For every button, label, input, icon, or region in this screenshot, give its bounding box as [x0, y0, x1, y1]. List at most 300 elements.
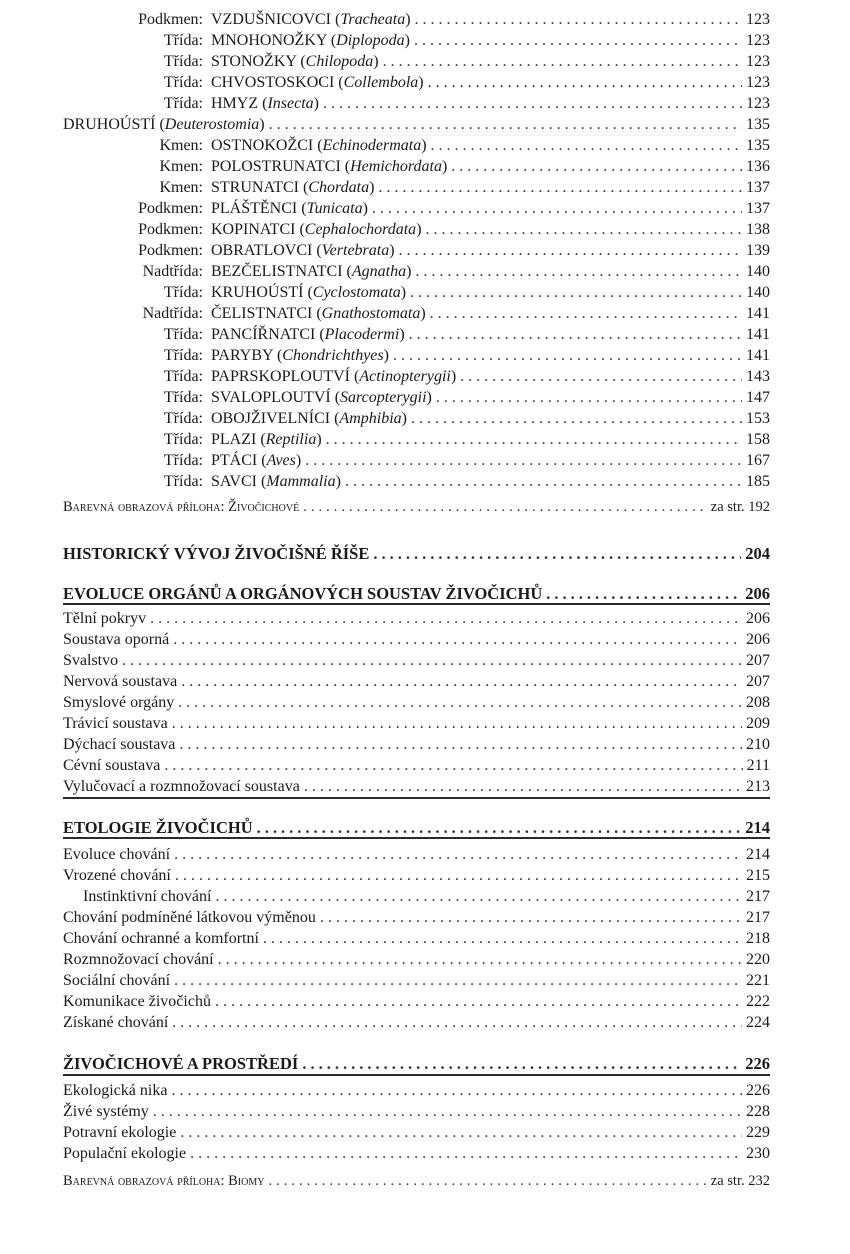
toc-entry-name: OBOJŽIVELNÍCI — [211, 410, 331, 427]
toc-entry-title — [63, 818, 253, 838]
toc-entry-latin: Gnathostomata — [321, 305, 421, 322]
toc-heading — [0, 818, 770, 838]
toc-entry — [0, 73, 770, 93]
dot-leader — [409, 325, 742, 345]
toc-entry — [0, 672, 770, 692]
toc-entry — [0, 714, 770, 734]
toc-entry-name: ŽIVOČICHOVÉ A PROSTŘEDÍ — [63, 1054, 299, 1073]
toc-page-number: 123 — [746, 74, 770, 91]
toc-entry-name: Dýchací soustava — [63, 736, 176, 753]
dot-leader — [414, 31, 742, 51]
toc-entry-name: HMYZ — [211, 95, 259, 112]
toc-entry-name: KRUHOÚSTÍ — [211, 284, 304, 301]
toc-entry-title: SAVCI (Mammalia) — [211, 473, 341, 490]
dot-leader — [181, 672, 742, 692]
dot-leader — [415, 262, 742, 282]
toc-entry-name: Tělní pokryv — [63, 610, 147, 627]
toc-plate-entry — [0, 497, 770, 517]
dot-leader — [164, 756, 742, 776]
toc-entry — [0, 472, 770, 492]
toc-entry-name: KOPINATCI — [211, 221, 296, 238]
toc-page-number: 138 — [746, 221, 770, 238]
toc-entry-latin: Insecta — [267, 95, 314, 112]
toc-entry-title: PARYBY (Chondrichthyes) — [211, 347, 389, 364]
toc-entry-name: Chování ochranné a komfortní — [63, 930, 259, 947]
toc-entry-name: ETOLOGIE ŽIVOČICHŮ — [63, 818, 253, 837]
dot-leader — [320, 908, 742, 928]
toc-entry — [0, 1144, 770, 1164]
toc-entry-name: Soustava oporná — [63, 631, 170, 648]
dot-leader — [175, 866, 742, 886]
dot-leader — [410, 283, 742, 303]
toc-page-number: 167 — [746, 452, 770, 469]
dot-leader — [436, 388, 742, 408]
dot-leader — [345, 472, 742, 492]
toc-entry-title — [63, 971, 170, 991]
toc-entry — [0, 10, 770, 30]
toc-entry-title: CHVOSTOSKOCI (Collembola) — [211, 74, 424, 91]
toc-entry-name: Smyslové orgány — [63, 694, 175, 711]
toc-entry-latin: Chondrichthyes — [282, 347, 384, 364]
toc-entry — [0, 409, 770, 429]
toc-page-number: 208 — [746, 694, 770, 711]
toc-entry-title: BEZČELISTNATCI (Agnatha) — [211, 263, 412, 280]
toc-entry-latin: Sarcopterygii — [340, 389, 427, 406]
toc-entry — [0, 651, 770, 671]
toc-page-number: 207 — [746, 652, 770, 669]
toc-entry-title — [63, 735, 175, 755]
dot-leader — [180, 1123, 742, 1143]
dot-leader — [171, 1081, 742, 1101]
toc-entry-name: CHVOSTOSKOCI — [211, 74, 335, 91]
toc-page-number: 141 — [746, 326, 770, 343]
toc-entry-title: VZDUŠNICOVCI (Tracheata) — [211, 11, 411, 28]
toc-entry — [0, 367, 770, 387]
toc-entry — [0, 388, 770, 408]
toc-entry — [0, 31, 770, 51]
toc-entry-title — [63, 544, 369, 564]
dot-leader — [304, 777, 742, 797]
toc-page-number: 123 — [746, 95, 770, 112]
toc-page-number: 123 — [746, 32, 770, 49]
toc-entry-latin: Aves — [266, 452, 296, 469]
toc-heading — [0, 544, 770, 564]
toc-entry-title: OSTNOKOŽCI (Echinodermata) — [211, 137, 427, 154]
toc-entry-name: Rozmnožovací chování — [63, 951, 214, 968]
toc-entry — [0, 693, 770, 713]
toc-entry-title — [63, 630, 169, 650]
toc-entry-title — [63, 1054, 298, 1074]
toc-entry — [0, 1102, 770, 1122]
toc-page-number: 220 — [746, 951, 770, 968]
toc-page-number: 218 — [746, 930, 770, 947]
toc-entry — [0, 1123, 770, 1143]
toc-entry — [0, 756, 770, 776]
dot-leader — [546, 584, 741, 604]
toc-page-number: 213 — [746, 778, 770, 795]
toc-entry-title: OBOJŽIVELNÍCI (Amphibia) — [211, 410, 407, 427]
toc-rank-label: Podkmen: — [138, 11, 203, 28]
toc-entry-latin: Placodermi — [324, 326, 400, 343]
toc-page-number: 147 — [746, 389, 770, 406]
toc-page-number: za str. 192 — [710, 499, 770, 515]
toc-entry — [0, 199, 770, 219]
toc-entry-title — [63, 693, 174, 713]
dot-leader — [411, 409, 742, 429]
toc-entry — [0, 777, 770, 797]
toc-entry-name: PARYBY — [211, 347, 273, 364]
toc-entry-title — [63, 929, 259, 949]
toc-entry-title — [63, 1171, 264, 1191]
toc-entry-title: PANCÍŘNATCI (Placodermi) — [211, 326, 405, 343]
toc-page-number: 137 — [746, 200, 770, 217]
toc-entry-name: Získané chování — [63, 1014, 169, 1031]
toc-entry-name: HISTORICKÝ VÝVOJ ŽIVOČIŠNÉ ŘÍŠE — [63, 544, 370, 563]
toc-entry-name: Evoluce chování — [63, 846, 171, 863]
toc-entry — [0, 1013, 770, 1033]
toc-entry-name: MNOHONOŽKY — [211, 32, 327, 49]
toc-entry-title: KRUHOÚSTÍ (Cyclostomata) — [211, 284, 407, 301]
toc-rank-label: Třída: — [163, 389, 203, 406]
toc-entry — [0, 735, 770, 755]
dot-leader — [257, 818, 742, 838]
toc-entry-name: Instinktivní chování — [83, 888, 212, 905]
toc-entry-name: Svalstvo — [63, 652, 119, 669]
dot-leader — [378, 178, 742, 198]
dot-leader — [303, 497, 707, 517]
toc-entry-name: SVALOPLOUTVÍ — [211, 389, 331, 406]
dot-leader — [153, 1102, 742, 1122]
toc-entry — [0, 430, 770, 450]
dot-leader — [305, 451, 742, 471]
dot-leader — [372, 199, 742, 219]
toc-entry-name: EVOLUCE ORGÁNŮ A ORGÁNOVÝCH SOUSTAV ŽIVOČICHŮ — [63, 584, 543, 603]
toc-entry — [0, 866, 770, 886]
toc-entry-latin: Mammalia — [266, 473, 336, 490]
dot-leader — [269, 115, 742, 135]
toc-rank-label: Kmen: — [159, 137, 203, 154]
dot-leader — [263, 929, 742, 949]
toc-rank-label: Třída: — [163, 32, 203, 49]
toc-rank-label: Třída: — [163, 452, 203, 469]
toc-page-number: 158 — [746, 431, 770, 448]
section-divider — [63, 1074, 770, 1076]
toc-page-number: 123 — [746, 53, 770, 70]
toc-entry — [0, 136, 770, 156]
toc-entry-title — [63, 845, 170, 865]
toc-entry — [0, 241, 770, 261]
toc-entry-latin: Vertebrata — [321, 242, 390, 259]
toc-entry-title: MNOHONOŽKY (Diplopoda) — [211, 32, 410, 49]
dot-leader — [215, 887, 742, 907]
toc-entry-title — [63, 584, 542, 604]
toc-page-number: 226 — [746, 1082, 770, 1099]
toc-entry — [0, 346, 770, 366]
toc-rank-label: Třída: — [163, 347, 203, 364]
toc-page-number: 140 — [746, 263, 770, 280]
toc-entry-latin: Deuterostomia — [164, 116, 260, 133]
toc-entry-name: Potravní ekologie — [63, 1124, 177, 1141]
toc-entry-name: STRUNATCI — [211, 179, 300, 196]
toc-entry-latin: Actinopterygii — [359, 368, 451, 385]
toc-page-number: 136 — [746, 158, 770, 175]
toc-entry-latin: Reptilia — [265, 431, 317, 448]
toc-entry-name: STONOŽKY — [211, 53, 297, 70]
toc-entry-latin: Diplopoda — [336, 32, 405, 49]
toc-entry-title — [63, 756, 160, 776]
toc-entry — [0, 304, 770, 324]
toc-entry-name: PANCÍŘNATCI — [211, 326, 316, 343]
toc-entry-latin: Agnatha — [351, 263, 407, 280]
toc-entry-title — [63, 651, 118, 671]
toc-entry — [0, 887, 770, 907]
toc-entry-name: Živé systémy — [63, 1103, 149, 1120]
toc-entry-title: SVALOPLOUTVÍ (Sarcopterygii) — [211, 389, 432, 406]
dot-leader — [326, 430, 742, 450]
toc-page-number: 143 — [746, 368, 770, 385]
toc-entry-title: KOPINATCI (Cephalochordata) — [211, 221, 422, 238]
toc-entry — [0, 325, 770, 345]
toc-rank-label: Nadtřída: — [142, 305, 203, 322]
toc-entry — [0, 262, 770, 282]
dot-leader — [393, 346, 742, 366]
dot-leader — [415, 10, 742, 30]
toc-entry-name: POLOSTRUNATCI — [211, 158, 341, 175]
toc-entry — [0, 971, 770, 991]
toc-page-number: 226 — [745, 1054, 770, 1073]
toc-entry-name: Vrozené chování — [63, 867, 171, 884]
toc-page-number: 229 — [746, 1124, 770, 1141]
toc-rank-label: Kmen: — [159, 179, 203, 196]
toc-entry — [0, 94, 770, 114]
toc-page-number: 141 — [746, 305, 770, 322]
toc-entry — [0, 115, 770, 135]
toc-page-number: 211 — [746, 757, 770, 774]
toc-rank-label: Třída: — [163, 74, 203, 91]
toc-rank-label: Třída: — [163, 410, 203, 427]
toc-entry-title — [63, 1144, 186, 1164]
toc-entry-title: PAPRSKOPLOUTVÍ (Actinopterygii) — [211, 368, 457, 385]
toc-page-number: 221 — [746, 972, 770, 989]
dot-leader — [399, 241, 742, 261]
toc-page-number: 228 — [746, 1103, 770, 1120]
toc-entry — [0, 992, 770, 1012]
toc-entry-latin: Hemichordata — [350, 158, 442, 175]
dot-leader — [431, 136, 742, 156]
dot-leader — [174, 971, 742, 991]
toc-entry — [0, 1081, 770, 1101]
toc-entry-name: Barevná obrazová příloha: Živočichové — [63, 499, 300, 515]
toc-entry — [0, 178, 770, 198]
section-divider — [63, 797, 770, 799]
toc-page-number: 210 — [746, 736, 770, 753]
toc-page-number: za str. 232 — [710, 1173, 770, 1189]
toc-page-number: 204 — [745, 544, 770, 563]
toc-rank-label: Třída: — [163, 284, 203, 301]
toc-entry-latin: Cephalochordata — [304, 221, 417, 238]
dot-leader — [218, 950, 742, 970]
toc-entry-title: STRUNATCI (Chordata) — [211, 179, 375, 196]
toc-page-number: 222 — [746, 993, 770, 1010]
toc-entry-name: OBRATLOVCI — [211, 242, 313, 259]
toc-rank-label: Třída: — [163, 95, 203, 112]
toc-entry-latin: Tunicata — [306, 200, 363, 217]
toc-entry-title — [63, 1123, 176, 1143]
dot-leader — [122, 651, 742, 671]
toc-entry-title: ČELISTNATCI (Gnathostomata) — [211, 305, 426, 322]
toc-entry-name: Barevná obrazová příloha: Biomy — [63, 1173, 265, 1189]
toc-rank-label: Kmen: — [159, 158, 203, 175]
toc-entry-title — [63, 950, 214, 970]
toc-page-number: 214 — [746, 846, 770, 863]
dot-leader — [373, 544, 741, 564]
toc-rank-label: Nadtřída: — [142, 263, 203, 280]
toc-entry — [0, 283, 770, 303]
dot-leader — [174, 845, 742, 865]
toc-rank-label: Třída: — [163, 431, 203, 448]
dot-leader — [172, 1013, 742, 1033]
dot-leader — [179, 735, 742, 755]
toc-page-number: 141 — [746, 347, 770, 364]
toc-plate-entry — [0, 1171, 770, 1191]
toc-entry-title — [63, 992, 211, 1012]
toc-entry-name: PLÁŠTĚNCI — [211, 200, 298, 217]
toc-entry-name: Populační ekologie — [63, 1145, 187, 1162]
dot-leader — [426, 220, 742, 240]
toc-entry-title — [63, 887, 211, 907]
toc-entry-name: PLAZI — [211, 431, 257, 448]
toc-entry-title: PLAZI (Reptilia) — [211, 431, 322, 448]
toc-entry — [0, 845, 770, 865]
toc-page-number: 140 — [746, 284, 770, 301]
toc-entry — [0, 630, 770, 650]
toc-entry-name: PTÁCI — [211, 452, 258, 469]
toc-entry-name: ČELISTNATCI — [211, 305, 313, 322]
toc-page-number: 206 — [745, 584, 770, 603]
dot-leader — [172, 714, 742, 734]
toc-entry-title — [63, 908, 316, 928]
dot-leader — [460, 367, 742, 387]
toc-page-number: 153 — [746, 410, 770, 427]
toc-entry-latin: Amphibia — [339, 410, 402, 427]
toc-page-number: 185 — [746, 473, 770, 490]
toc-page-number: 209 — [746, 715, 770, 732]
toc-page-number: 206 — [746, 631, 770, 648]
toc-entry-name: Sociální chování — [63, 972, 171, 989]
toc-entry-title — [63, 777, 300, 797]
dot-leader — [173, 630, 742, 650]
dot-leader — [383, 52, 742, 72]
toc-entry-name: VZDUŠNICOVCI — [211, 11, 331, 28]
toc-entry — [0, 929, 770, 949]
toc-entry — [0, 451, 770, 471]
toc-entry-name: Ekologická nika — [63, 1082, 168, 1099]
toc-page-number: 207 — [746, 673, 770, 690]
toc-entry-latin: Tracheata — [340, 11, 406, 28]
toc-entry-title: POLOSTRUNATCI (Hemichordata) — [211, 158, 448, 175]
toc-rank-label: Třída: — [163, 53, 203, 70]
toc-page-number: 214 — [745, 818, 770, 837]
dot-leader — [215, 992, 742, 1012]
toc-rank-label: Třída: — [163, 326, 203, 343]
toc-entry-latin: Cyclostomata — [312, 284, 401, 301]
dot-leader — [428, 73, 742, 93]
dot-leader — [178, 693, 742, 713]
toc-page-number: 217 — [746, 909, 770, 926]
toc-rank-label: Podkmen: — [138, 242, 203, 259]
toc-entry-title: HMYZ (Insecta) — [211, 95, 319, 112]
toc-entry-title — [63, 714, 168, 734]
toc-page-number: 217 — [746, 888, 770, 905]
toc-rank-label: Podkmen: — [138, 200, 203, 217]
toc-entry-latin: Collembola — [343, 74, 419, 91]
toc-entry-title — [63, 1081, 167, 1101]
toc-entry-name: Nervová soustava — [63, 673, 178, 690]
toc-entry — [0, 950, 770, 970]
dot-leader — [302, 1054, 741, 1074]
dot-leader — [150, 609, 742, 629]
dot-leader — [451, 157, 742, 177]
toc-entry-name: SAVCI — [211, 473, 257, 490]
toc-entry-name: OSTNOKOŽCI — [211, 137, 314, 154]
toc-page-number: 123 — [746, 11, 770, 28]
toc-entry-name: Vylučovací a rozmnožovací soustava — [63, 778, 300, 795]
toc-entry-title — [63, 1102, 149, 1122]
toc-entry-name: Komunikace živočichů — [63, 993, 211, 1010]
toc-page-number: 137 — [746, 179, 770, 196]
toc-entry — [0, 220, 770, 240]
toc-entry-name: Cévní soustava — [63, 757, 161, 774]
toc-heading — [0, 584, 770, 604]
toc-page-number: 139 — [746, 242, 770, 259]
toc-entry — [0, 157, 770, 177]
toc-entry-name: Chování podmíněné látkovou výměnou — [63, 909, 316, 926]
dot-leader — [190, 1144, 742, 1164]
toc-entry-latin: Chordata — [308, 179, 370, 196]
toc-entry-title: PLÁŠTĚNCI (Tunicata) — [211, 200, 368, 217]
toc-entry-name: DRUHOÚSTÍ — [63, 116, 156, 133]
toc-entry-title: OBRATLOVCI (Vertebrata) — [211, 242, 395, 259]
toc-entry-title — [63, 672, 177, 692]
toc-entry-latin: Echinodermata — [322, 137, 422, 154]
toc-page-number: 135 — [746, 116, 770, 133]
toc-entry — [0, 908, 770, 928]
toc-page-number: 135 — [746, 137, 770, 154]
toc-entry-latin: Chilopoda — [305, 53, 374, 70]
dot-leader — [268, 1171, 706, 1191]
toc-entry — [0, 52, 770, 72]
toc-entry-name: BEZČELISTNATCI — [211, 263, 343, 280]
toc-entry-name: Trávicí soustava — [63, 715, 168, 732]
toc-entry-title: PTÁCI (Aves) — [211, 452, 302, 469]
toc-rank-label: Třída: — [163, 473, 203, 490]
toc-entry-title — [63, 1013, 168, 1033]
toc-entry-title: STONOŽKY (Chilopoda) — [211, 53, 379, 70]
toc-entry-title — [63, 866, 171, 886]
toc-entry-title: DRUHOÚSTÍ (Deuterostomia) — [63, 116, 265, 133]
toc-page-number: 215 — [746, 867, 770, 884]
toc-rank-label: Třída: — [163, 368, 203, 385]
toc-entry-title — [63, 609, 146, 629]
toc-entry-name: PAPRSKOPLOUTVÍ — [211, 368, 350, 385]
toc-page-number: 230 — [746, 1145, 770, 1162]
toc-rank-label: Podkmen: — [138, 221, 203, 238]
toc-page-number: 206 — [746, 610, 770, 627]
toc-entry-title — [63, 497, 299, 517]
dot-leader — [430, 304, 742, 324]
toc-heading — [0, 1054, 770, 1074]
toc-page-number: 224 — [746, 1014, 770, 1031]
